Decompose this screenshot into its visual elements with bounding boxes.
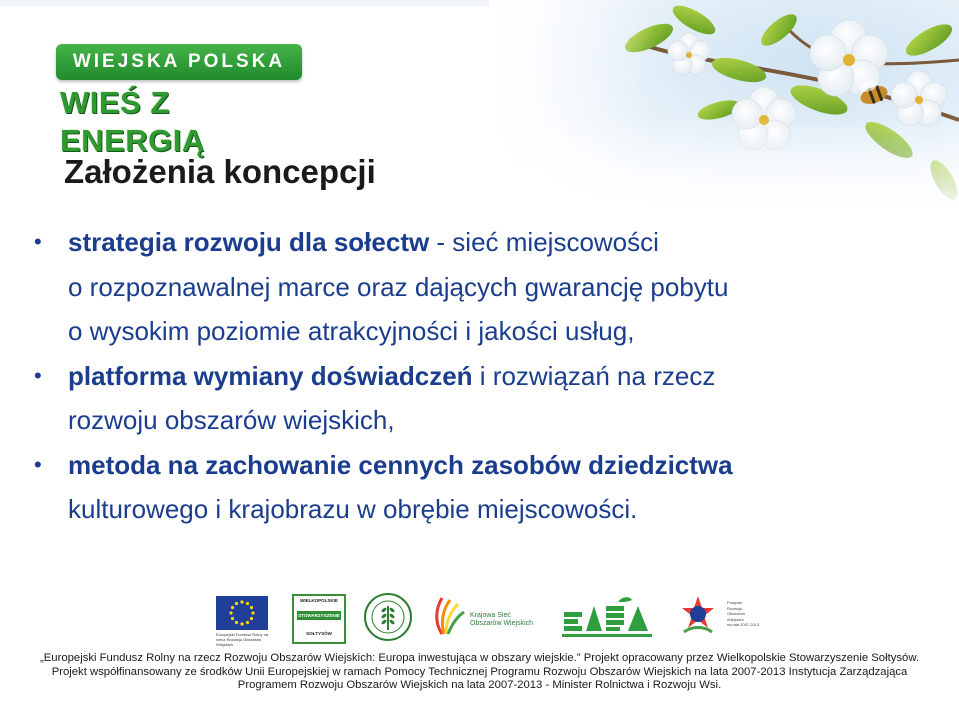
- ksow-line: Obszarów Wiejskich: [470, 620, 534, 627]
- logo-bottom-text: WIEŚ Z ENERGIĄ: [60, 85, 205, 158]
- footer-line: Programem Rozwoju Obszarów Wiejskich na lata 2007-2013 - Minister Rolnictwa i Rozwoju Wsi.: [237, 679, 722, 691]
- slide-title: Założenia koncepcji: [64, 153, 376, 190]
- ws-text: WIELKOPOLSKIE: [300, 598, 338, 603]
- bullet-item: [34, 443, 934, 532]
- bullet-text: o wysokim poziomie atrakcyjności i jakości usług,: [68, 316, 635, 346]
- wheat-seal-icon: [363, 592, 413, 642]
- blossom-decoration: [489, 0, 959, 210]
- wiejska-polska-logo: [56, 44, 306, 158]
- logo-top-text: WIEJSKA POLSKA: [72, 51, 286, 72]
- prow-line: Rozwoju: [727, 605, 743, 611]
- prow-line: Wiejskich: [727, 616, 744, 622]
- fapa-logo-icon: [562, 594, 658, 640]
- bullet-item: [34, 220, 934, 354]
- prow-text: [727, 600, 759, 628]
- ws-text: STOWARZYSZENIE: [298, 613, 340, 618]
- bullet-bold: platforma wymiany doświadczeń: [68, 360, 473, 391]
- bullet-text: - sieć miejscowości: [429, 227, 659, 257]
- prow-line: Program: [727, 600, 743, 605]
- footer: [0, 652, 959, 693]
- eu-caption: Europejski Fundusz Rolny na rzecz Rozwoju Obszarów Wiejskich: [216, 632, 269, 647]
- bullet-item: [34, 354, 934, 443]
- bullet-text: rozwoju obszarów wiejskich,: [68, 405, 395, 435]
- bullet-bold: strategia rozwoju dla sołectw: [68, 227, 430, 257]
- bullet-bold: metoda na zachowanie cennych zasobów dziedzictwa: [68, 449, 733, 480]
- prow-line: na lata 2007-2013: [727, 622, 760, 627]
- eu-flag-icon: [216, 596, 268, 630]
- bullet-text: kulturowego i krajobrazu w obrębie miejscowości.: [68, 494, 638, 524]
- partner-logos: [0, 588, 959, 648]
- ksow-text: [470, 612, 533, 628]
- prow-line: Obszarów: [727, 611, 746, 616]
- ws-text: SOŁTYSÓW: [306, 631, 332, 636]
- footer-line: Projekt współfinansowany ze środków Unii Europejskiej w ramach Pomocy Technicznej Programu Rozwoju Obszarów Wiejskich na lata 2007-2013 Instytucja Zarządzająca: [51, 665, 908, 678]
- footer-line: „Europejski Fundusz Rolny na rzecz Rozwoju Obszarów Wiejskich: Europa inwestująca w obszary wiejskie.” Projekt opracowany przez Wielkopolskie Stowarzyszenie Sołtysów.: [40, 652, 919, 664]
- bullet-text: i rozwiązań na rzecz: [472, 360, 716, 391]
- bullet-dot-icon: •: [34, 362, 42, 388]
- bullet-text: o rozpoznawalnej marce oraz dających gwarancję pobytu: [68, 271, 729, 302]
- bullet-dot-icon: •: [34, 229, 42, 254]
- ksow-line: Krajowa Sieć: [470, 612, 511, 619]
- ws-logo: [292, 594, 346, 644]
- bullet-list: [34, 220, 934, 532]
- bullet-dot-icon: •: [34, 451, 42, 477]
